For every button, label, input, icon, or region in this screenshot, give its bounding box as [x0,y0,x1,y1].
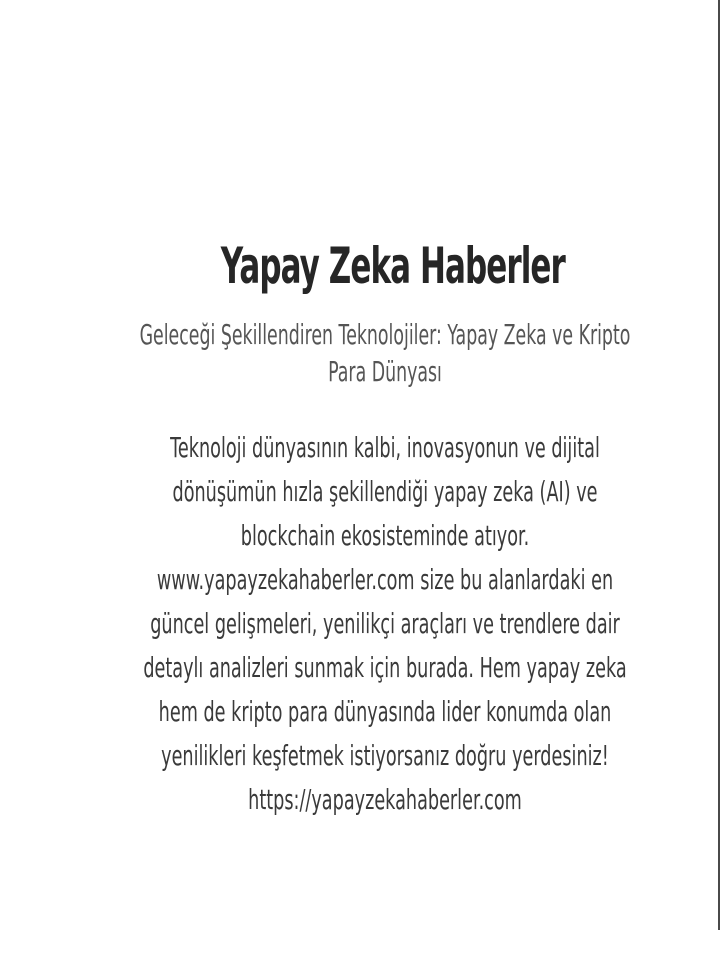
article-title: Yapay Zeka Haberler [220,237,565,295]
article-body [133,426,637,822]
site-link[interactable]: https://yapayzekahaberler.com [248,783,522,816]
article [120,228,650,822]
article-body-text: Teknoloji dünyasının kalbi, inovasyonun ve dijital dönüşümün hızla şekillendiği yapay zeka (AI) ve blockchain ekosisteminde atıyor. www.yapayzekahaberler.com size bu alanlardaki en güncel gelişmeleri, yenilikçi araçları ve trendlere dair detaylı analizleri sunmak için burada. Hem yapay zeka hem de kripto para dünyasında lider konumda olan yenilikleri keşfetmek istiyorsanız doğru yerdesiniz! [143,431,627,772]
article-subtitle: Geleceği Şekillendiren Teknolojiler: Yapay Zeka ve Kripto Para Dünyası [139,318,631,388]
